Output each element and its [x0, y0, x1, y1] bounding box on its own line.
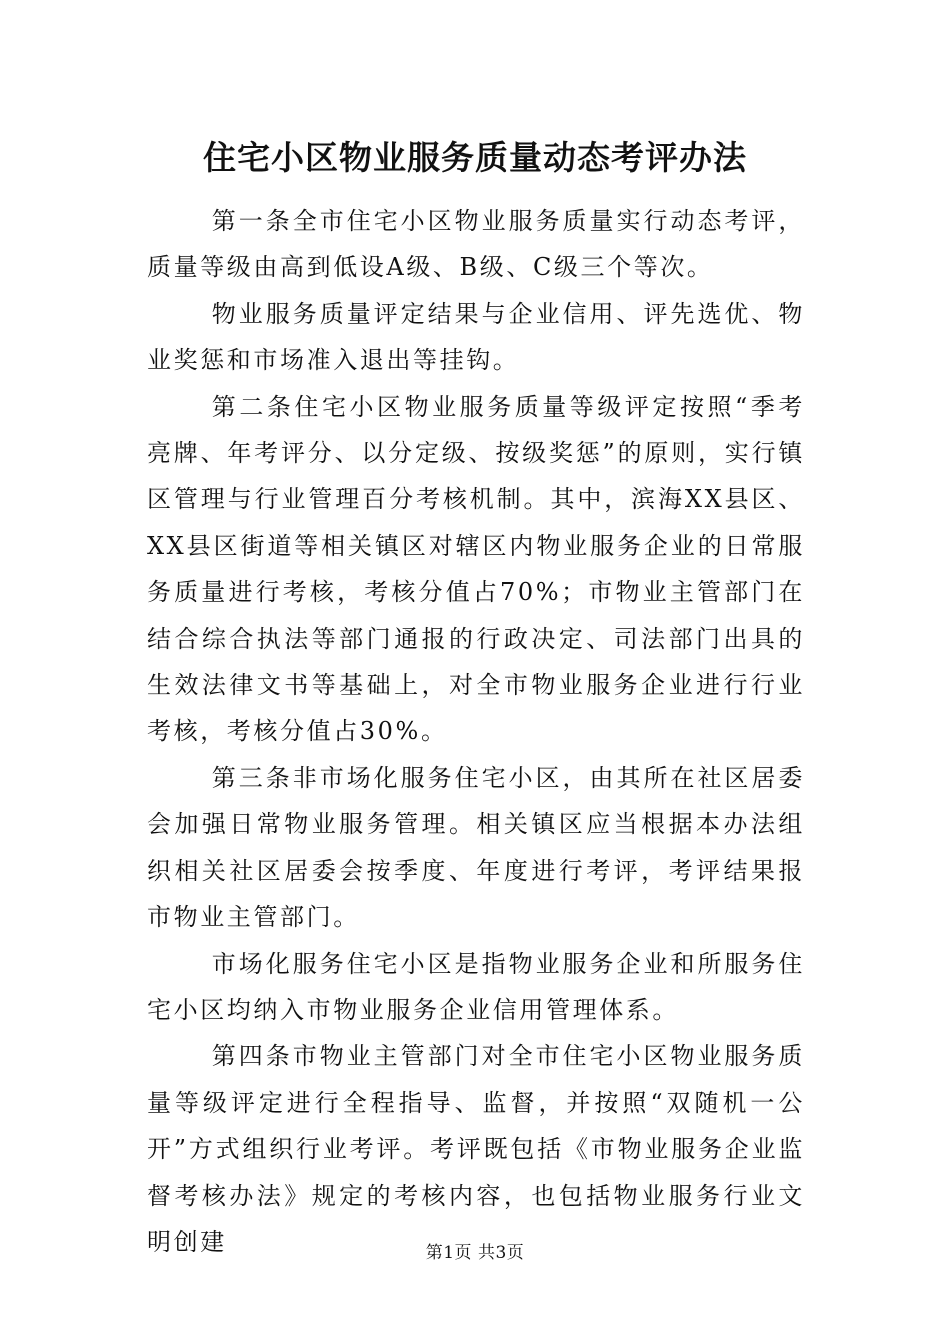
paragraph-article-1-note: 物业服务质量评定结果与企业信用、评先选优、物业奖惩和市场准入退出等挂钩。	[147, 299, 805, 375]
document-title: 住宅小区物业服务质量动态考评办法	[203, 138, 747, 177]
paragraph-article-1: 第一条全市住宅小区物业服务质量实行动态考评，质量等级由高到低设A级、B级、C级三个等次。	[147, 207, 805, 282]
paragraph-article-4: 第四条市物业主管部门对全市住宅小区物业服务质量等级评定进行全程指导、监督，并按照“双随机一公开”方式组织行业考评。考评既包括《市物业服务企业监督考核办法》规定的考核内容，也包括物业服务行业文明创建	[147, 1042, 805, 1256]
paragraph-article-3-note: 市场化服务住宅小区是指物业服务企业和所服务住宅小区均纳入市物业服务企业信用管理体系。	[147, 949, 805, 1024]
page-number-footer: 第1页 共3页	[425, 1243, 525, 1263]
document-body	[147, 198, 805, 1265]
paragraph-article-3: 第三条非市场化服务住宅小区，由其所在社区居委会加强日常物业服务管理。相关镇区应当根据本办法组织相关社区居委会按季度、年度进行考评，考评结果报市物业主管部门。	[147, 763, 805, 932]
paragraph-article-2: 第二条住宅小区物业服务质量等级评定按照“季考亮牌、年考评分、以分定级、按级奖惩”的原则，实行镇区管理与行业管理百分考核机制。其中，滨海XX县区、XX县区街道等相关镇区对辖区内物业服务企业的日常服务质量进行考核，考核分值占70%；市物业主管部门在结合综合执法等部门通报的行政决定、司法部门出具的生效法律文书等基础上，对全市物业服务企业进行行业考核，考核分值占30%。	[147, 392, 805, 746]
